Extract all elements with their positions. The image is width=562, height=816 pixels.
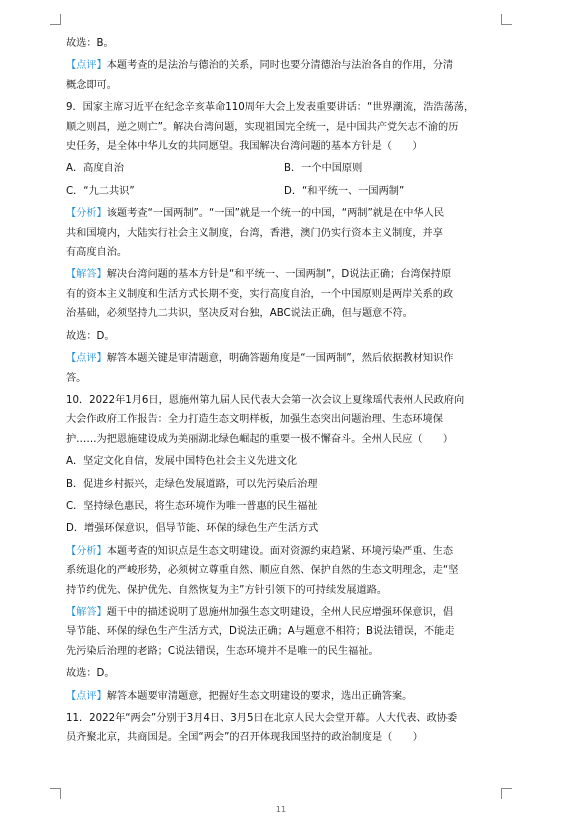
answer-label: 【解答】 (66, 606, 107, 618)
q9-answer: 【解答】解决台湾问题的基本方针是“和平统一、一国两制”，D说法正确；台湾保持原 (66, 269, 452, 281)
q11-stem-line: 员齐聚北京，共商国是。全国“两会”的召开体现我国坚持的政治制度是（ ） (66, 732, 423, 744)
q9-comment-line: 答。 (66, 372, 87, 384)
answer-label: 【解答】 (66, 269, 107, 281)
q10-analysis: 【分析】本题考查的知识点是生态文明建设。面对资源约束趋紧、环境污染严重、生态 (66, 545, 454, 557)
comment-label: 【点评】 (66, 60, 107, 72)
q10-analysis-line: 持节约优先、保护优先、自然恢复为主”方针引领下的可持续发展道路。 (66, 584, 388, 596)
crop-mark-bottom-right (501, 788, 512, 799)
prev-comment: 【点评】本题考查的是法治与德治的关系，同时也要分清德治与法治各自的作用，分清 (66, 60, 454, 72)
q10-answer: 【解答】题干中的描述说明了恩施州加强生态文明建设，全州人民应增强环保意识，倡 (66, 606, 454, 618)
q10-option-a: A．坚定文化自信，发展中国特色社会主义先进文化 (66, 456, 298, 468)
q10-stem-line: 护……为把恩施建设成为美丽湖北绿色崛起的重要一极不懈奋斗。全州人民应（ ） (66, 433, 454, 445)
q9-stem-line: 史任务，是全体中华儿女的共同愿望。我国解决台湾问题的基本方针是（ ） (66, 141, 423, 153)
analysis-label: 【分析】 (66, 545, 107, 557)
q10-stem-line: 10．2022年1月6日，恩施州第九届人民代表大会第一次会议上夏缘瑶代表州人民政府向 (66, 394, 465, 406)
prev-comment-line: 概念即可。 (66, 79, 117, 91)
q10-stem-line: 大会作政府工作报告：全力打造生态文明样板，加强生态突出问题治理、生态环境保 (66, 414, 443, 426)
page-number: 11 (275, 805, 287, 814)
q9-option-b: B．一个中国原则 (284, 163, 363, 175)
q9-option-a: A．高度自治 (66, 163, 124, 175)
crop-mark-top-right (501, 14, 512, 25)
q9-comment: 【点评】解答本题关键是审清题意，明确答题角度是“一国两制”，然后依据教材知识作 (66, 353, 454, 365)
q9-option-c: C．“九二共识” (66, 185, 135, 197)
q10-choice: 故选：D。 (66, 668, 115, 680)
q9-option-d: D．“和平统一、一国两制” (284, 185, 405, 197)
q9-options-row (66, 182, 502, 201)
q10-answer-line: 导节能、环保的绿色生产生活方式，D说法正确；A与题意不相符；B说法错误，不能走 (66, 626, 455, 638)
q9-answer-line: 有的资本主义制度和生活方式长期不变，实行高度自治，一个中国原则是两岸关系的政 (66, 288, 454, 300)
q10-analysis-line: 系统退化的严峻形势，必须树立尊重自然、顺应自然、保护自然的生态文明理念，走“坚 (66, 565, 459, 577)
prev-answer: 故选：B。 (66, 38, 114, 49)
q11-stem-line: 11．2022年“两会”分别于3月4日、3月5日在北京人民大会堂开幕。人大代表、政协委 (66, 713, 458, 724)
q9-analysis-line: 有高度自治。 (66, 247, 128, 259)
comment-label: 【点评】 (66, 690, 107, 702)
q10-answer-line: 先污染后治理的老路；C说法错误，生态环境并不是唯一的民生福祉。 (66, 645, 379, 657)
q9-stem-line: 9．国家主席习近平在纪念辛亥革命110周年大会上发表重要讲话：“世界潮流，浩浩荡荡， (66, 102, 475, 114)
q9-choice: 故选：D。 (66, 330, 115, 342)
document-body (66, 34, 502, 748)
q9-stem-line: 顺之则昌，逆之则亡”。解决台湾问题，实现祖国完全统一，是中国共产党矢志不渝的历 (66, 121, 459, 133)
q9-options-row (66, 159, 502, 178)
q9-answer-line: 治基础，必须坚持九二共识，坚决反对台独，ABC说法正确，但与题意不符。 (66, 308, 413, 320)
q9-analysis-line: 共和国境内，大陆实行社会主义制度，台湾，香港，澳门仍实行资本主义制度，并享 (66, 227, 443, 239)
q10-option-d: D．增强环保意识，倡导节能、环保的绿色生产生活方式 (66, 523, 319, 535)
analysis-label: 【分析】 (66, 208, 107, 220)
crop-mark-bottom-left (50, 788, 61, 799)
crop-mark-top-left (50, 14, 61, 25)
comment-label: 【点评】 (66, 353, 107, 365)
q10-option-b: B．促进乡村振兴，走绿色发展道路，可以先污染后治理 (66, 478, 318, 490)
q9-analysis: 【分析】该题考查“一国两制”。“一国”就是一个统一的中国，“两制”就是在中华人民 (66, 208, 445, 220)
q10-option-c: C．坚持绿色惠民，将生态环境作为唯一普惠的民生福祉 (66, 500, 318, 512)
q10-comment: 【点评】解答本题要审清题意，把握好生态文明建设的要求，选出正确答案。 (66, 690, 413, 702)
